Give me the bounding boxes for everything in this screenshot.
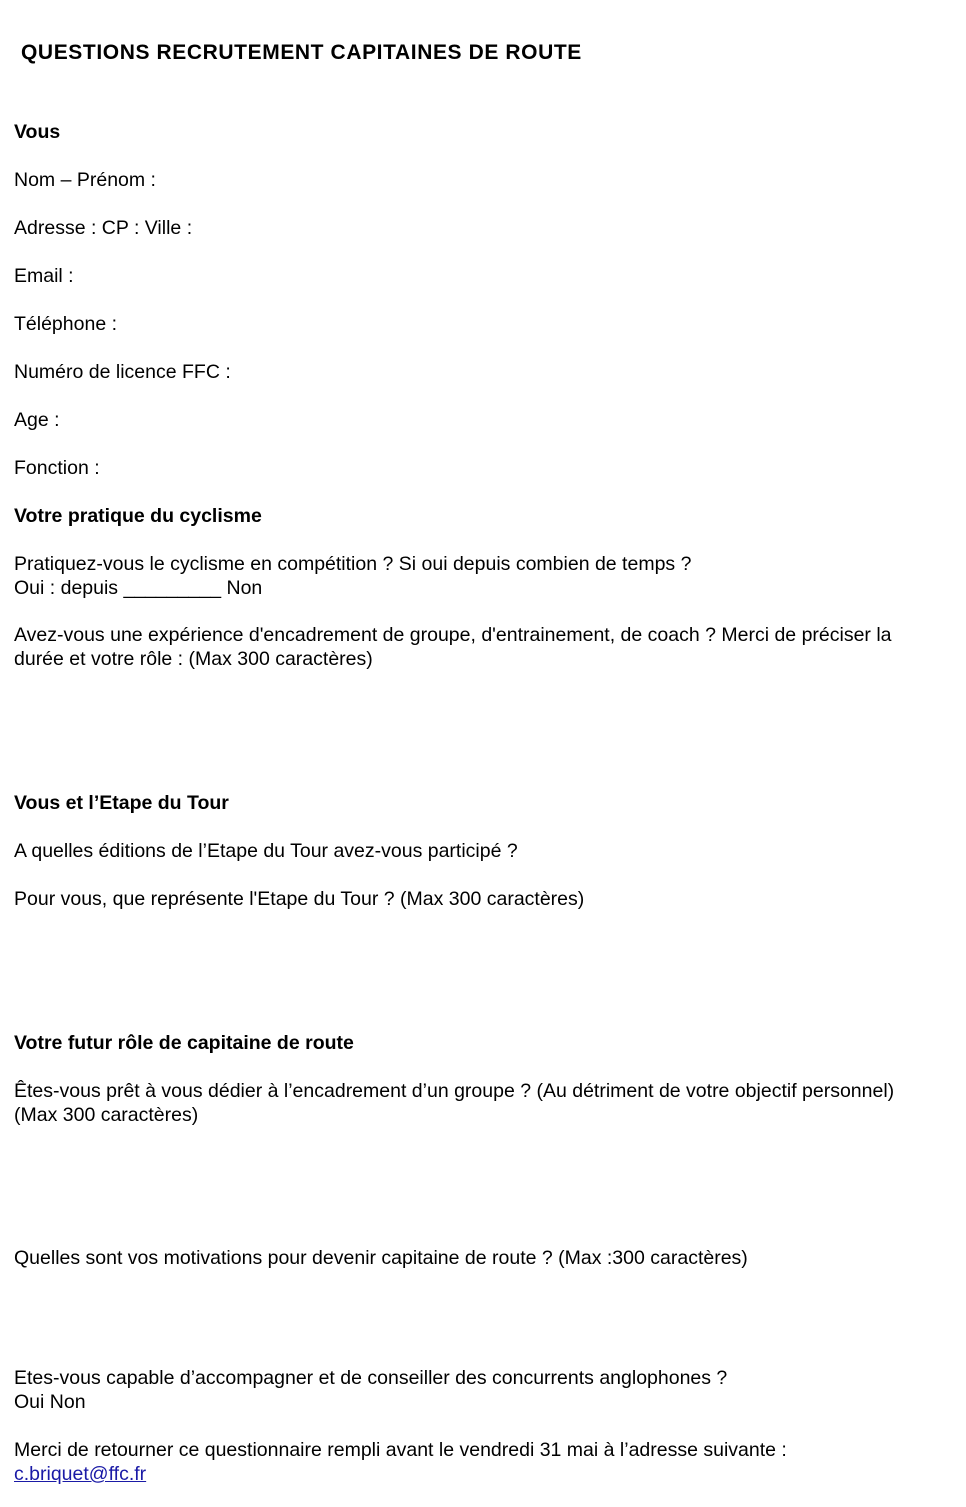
footer-instruction: Merci de retourner ce questionnaire rempli avant le vendredi 31 mai à l’adresse suivante : <box>14 1439 787 1461</box>
question-encadrement-line1: Avez-vous une expérience d'encadrement de groupe, d'entrainement, de coach ? Merci de préciser la <box>14 624 892 646</box>
footer-email-line <box>14 1462 146 1486</box>
field-email: Email : <box>14 265 74 287</box>
question-dedier-line1: Êtes-vous prêt à vous dédier à l’encadrement d’un groupe ? (Au détriment de votre objectif personnel) <box>14 1080 895 1102</box>
answer-competition: Oui : depuis _________ Non <box>14 577 263 599</box>
field-telephone: Téléphone : <box>14 313 117 335</box>
section-heading-role: Votre futur rôle de capitaine de route <box>14 1032 354 1054</box>
contact-email-link[interactable]: c.briquet@ffc.fr <box>14 1463 147 1485</box>
question-competition: Pratiquez-vous le cyclisme en compétition ? Si oui depuis combien de temps ? <box>14 553 692 575</box>
section-heading-pratique: Votre pratique du cyclisme <box>14 505 262 527</box>
section-heading-etape: Vous et l’Etape du Tour <box>14 792 229 814</box>
question-encadrement-line2: durée et votre rôle : (Max 300 caractères) <box>14 648 373 670</box>
question-dedier-line2: (Max 300 caractères) <box>14 1104 199 1126</box>
answer-anglophones: Oui Non <box>14 1391 86 1413</box>
field-fonction: Fonction : <box>14 457 100 479</box>
question-editions: A quelles éditions de l’Etape du Tour avez-vous participé ? <box>14 840 518 862</box>
question-motivations: Quelles sont vos motivations pour devenir capitaine de route ? (Max :300 caractères) <box>14 1247 748 1269</box>
field-adresse: Adresse : CP : Ville : <box>14 217 193 239</box>
question-representation: Pour vous, que représente l'Etape du Tour ? (Max 300 caractères) <box>14 888 585 910</box>
field-age: Age : <box>14 409 60 431</box>
field-licence-ffc: Numéro de licence FFC : <box>14 361 231 383</box>
document-title: QUESTIONS RECRUTEMENT CAPITAINES DE ROUTE <box>21 41 582 64</box>
section-heading-vous: Vous <box>14 121 61 143</box>
question-anglophones: Etes-vous capable d’accompagner et de conseiller des concurrents anglophones ? <box>14 1367 728 1389</box>
field-nom-prenom: Nom – Prénom : <box>14 169 156 191</box>
